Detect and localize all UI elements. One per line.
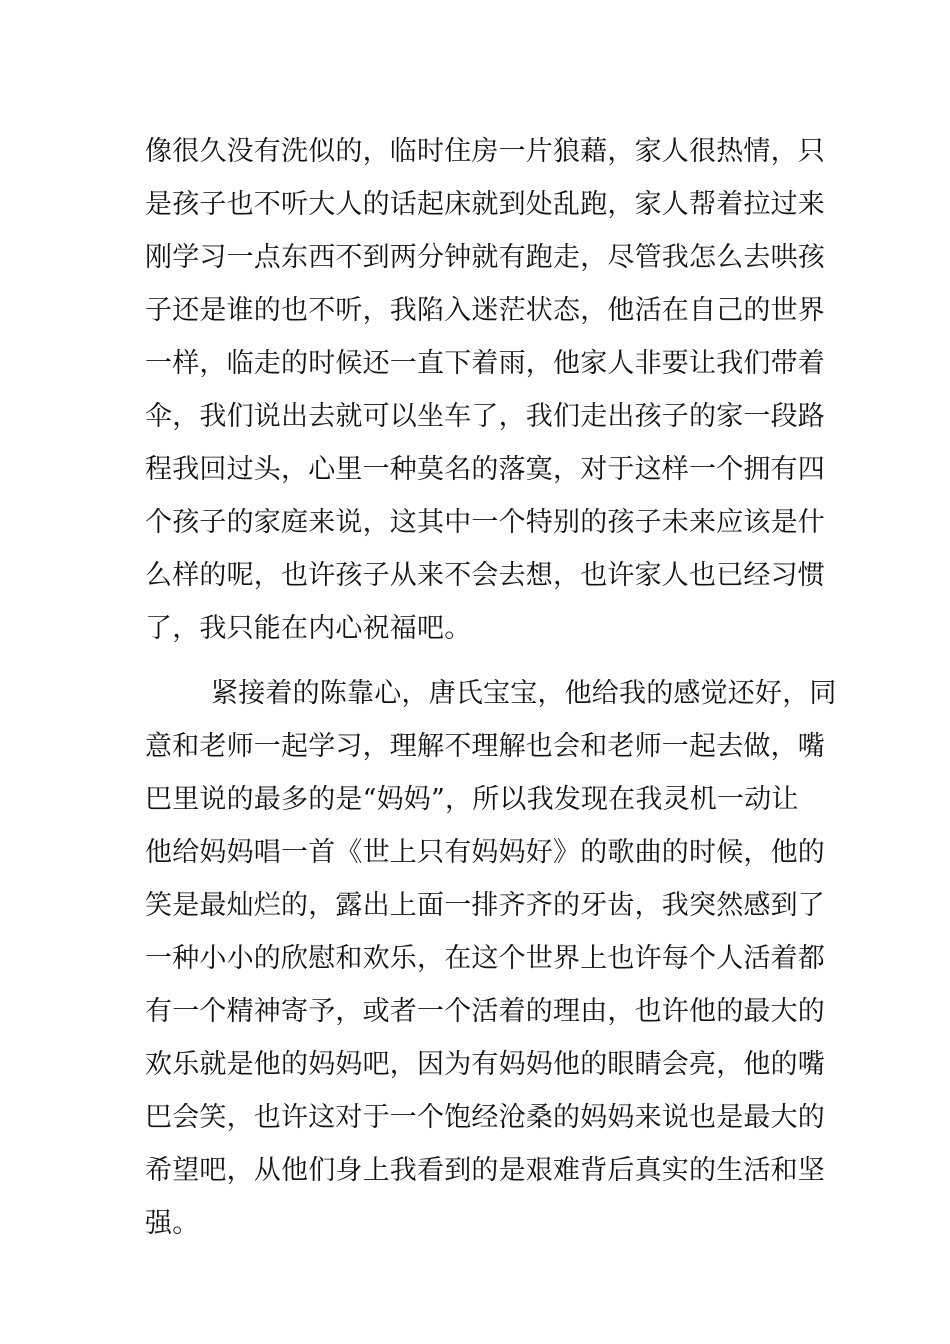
text-line: 紧接着的陈靠心，唐氏宝宝，他给我的感觉还好，同 [211, 678, 837, 709]
text-line: 欢乐就是他的妈妈吧，因为有妈妈他的眼睛会亮，他的嘴 [145, 1049, 825, 1080]
text-line: 希望吧，从他们身上我看到的是艰难背后真实的生活和坚 [145, 1155, 825, 1186]
text-line: 意和老师一起学习，理解不理解也会和老师一起去做，嘴 [145, 731, 825, 762]
text-line: 是孩子也不听大人的话起床就到处乱跑，家人帮着拉过来 [145, 189, 825, 220]
text-line: 一种小小的欣慰和欢乐，在这个世界上也许每个人活着都 [145, 943, 825, 974]
text-line: 像很久没有洗似的，临时住房一片狼藉，家人很热情，只 [145, 136, 825, 167]
text-line: 子还是谁的也不听，我陷入迷茫状态，他活在自己的世界 [145, 295, 825, 326]
text-line: 了，我只能在内心祝福吧。 [145, 613, 472, 644]
text-line: 伞，我们说出去就可以坐车了，我们走出孩子的家一段路 [145, 401, 825, 432]
text-line: 笑是最灿烂的，露出上面一排齐齐的牙齿，我突然感到了 [145, 890, 825, 921]
text-line: 个孩子的家庭来说，这其中一个特别的孩子未来应该是什 [145, 507, 825, 538]
text-line: 么样的呢，也许孩子从来不会去想，也许家人也已经习惯 [145, 560, 825, 591]
text-line: 有一个精神寄予，或者一个活着的理由，也许他的最大的 [145, 996, 825, 1027]
text-line: 一样，临走的时候还一直下着雨，他家人非要让我们带着 [145, 348, 825, 379]
text-line: 巴会笑，也许这对于一个饱经沧桑的妈妈来说也是最大的 [145, 1102, 825, 1133]
text-line: 巴里说的最多的是“妈妈”，所以我发现在我灵机一动让 [145, 784, 799, 815]
text-line: 他给妈妈唱一首《世上只有妈妈好》的歌曲的时候，他的 [145, 837, 825, 868]
text-line: 刚学习一点东西不到两分钟就有跑走，尽管我怎么去哄孩 [145, 242, 825, 273]
text-line: 程我回过头，心里一种莫名的落寞，对于这样一个拥有四 [145, 454, 825, 485]
text-line: 强。 [145, 1208, 200, 1239]
